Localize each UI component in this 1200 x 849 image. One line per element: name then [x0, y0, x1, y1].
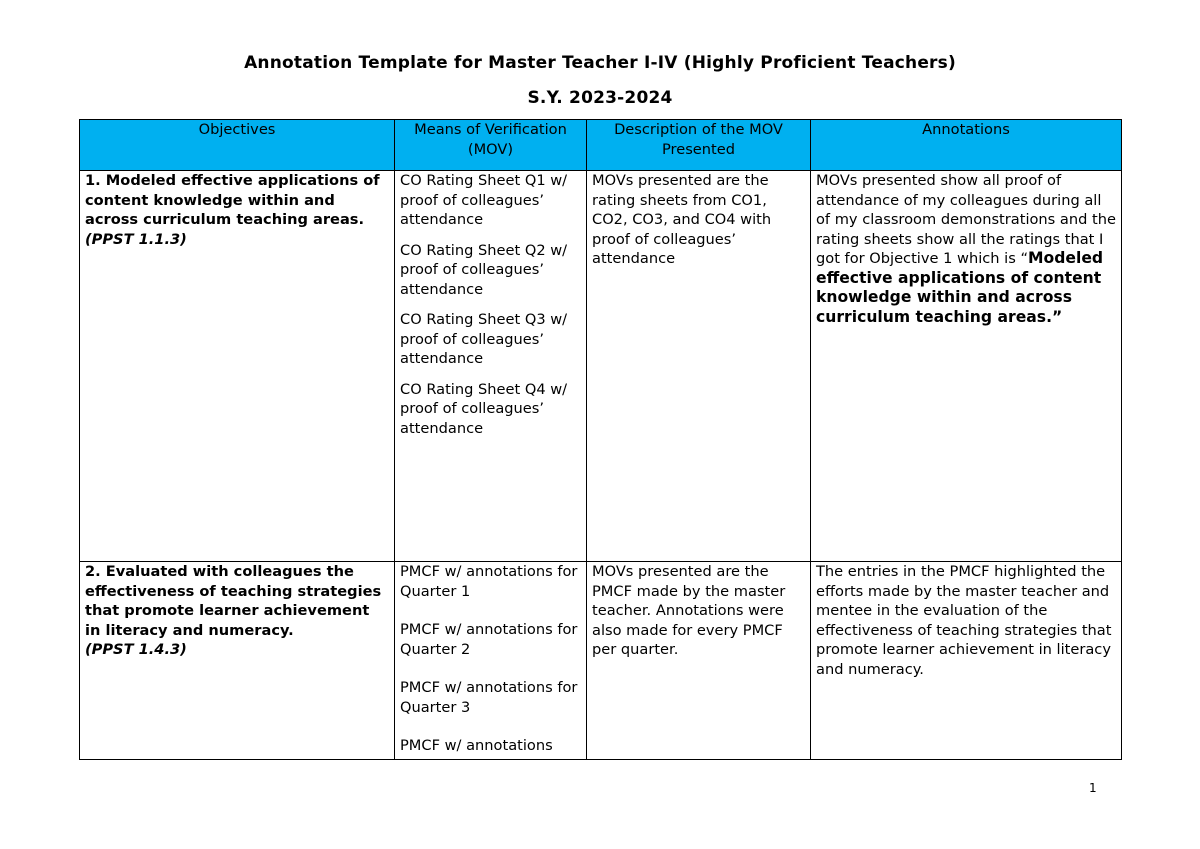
- mov-item: PMCF w/ annotations for Quarter 2: [400, 621, 578, 658]
- description-cell: [587, 562, 811, 760]
- description-text: MOVs presented are the PMCF made by the master teacher. Annotations were also made for every PMCF per quarter.: [592, 563, 786, 658]
- page-number: 1: [1089, 781, 1097, 795]
- annotation-emphasis: Modeled effective applications of content knowledge within and across curriculum teaching areas.”: [816, 249, 1104, 326]
- document-title: Annotation Template for Master Teacher I-IV (Highly Proficient Teachers): [244, 53, 956, 73]
- mov-item: PMCF w/ annotations for Quarter 1: [400, 563, 578, 600]
- school-year: S.Y. 2023-2024: [527, 88, 673, 108]
- annotation-text: The entries in the PMCF highlighted the efforts made by the master teacher and mentee in the evaluation of the effectiveness of teaching strategies that promote learner achievement in literacy and numeracy.: [816, 563, 1112, 678]
- mov-item: PMCF w/ annotations for Quarter 3: [400, 679, 578, 716]
- header-objectives: Objectives: [80, 120, 395, 171]
- mov-cell: [395, 171, 587, 562]
- header-description: Description of the MOV Presented: [587, 120, 811, 171]
- description-cell: [587, 171, 811, 562]
- mov-item: PMCF w/ annotations: [400, 737, 553, 754]
- mov-item: CO Rating Sheet Q4 w/ proof of colleagues’ attendance: [400, 380, 568, 437]
- objective-cell: [80, 171, 395, 562]
- mov-cell: [395, 562, 587, 760]
- annotation-text: MOVs presented show all proof of attendance of my colleagues during all of my classroom demonstrations and the rating sheets show all the ratings that I got for Objective 1 which is “: [816, 172, 1116, 267]
- mov-item: CO Rating Sheet Q3 w/ proof of colleagues’ attendance: [400, 311, 568, 367]
- ppst-reference: (PPST 1.4.3): [85, 641, 187, 658]
- description-text: MOVs presented are the rating sheets from CO1, CO2, CO3, and CO4 with proof of colleagues’ attendance: [592, 172, 772, 267]
- objective-cell: [80, 562, 395, 760]
- annotation-table: [79, 119, 1122, 760]
- header-means-of-verification: Means of Verification (MOV): [395, 120, 587, 171]
- table-row: [80, 562, 1122, 760]
- mov-item: CO Rating Sheet Q2 w/ proof of colleagues’ attendance: [400, 241, 568, 298]
- table-header-row: [80, 120, 1122, 171]
- annotation-cell: [811, 562, 1122, 760]
- table-row: [80, 171, 1122, 562]
- mov-item: CO Rating Sheet Q1 w/ proof of colleagues’ attendance: [400, 172, 568, 228]
- header-annotations: Annotations: [811, 120, 1122, 171]
- annotation-cell: [811, 171, 1122, 562]
- objective-text: 1. Modeled effective applications of content knowledge within and across curriculum teaching areas.: [85, 172, 380, 228]
- objective-text: 2. Evaluated with colleagues the effectiveness of teaching strategies that promote learner achievement in literacy and numeracy.: [85, 563, 382, 639]
- ppst-reference: (PPST 1.1.3): [85, 230, 187, 248]
